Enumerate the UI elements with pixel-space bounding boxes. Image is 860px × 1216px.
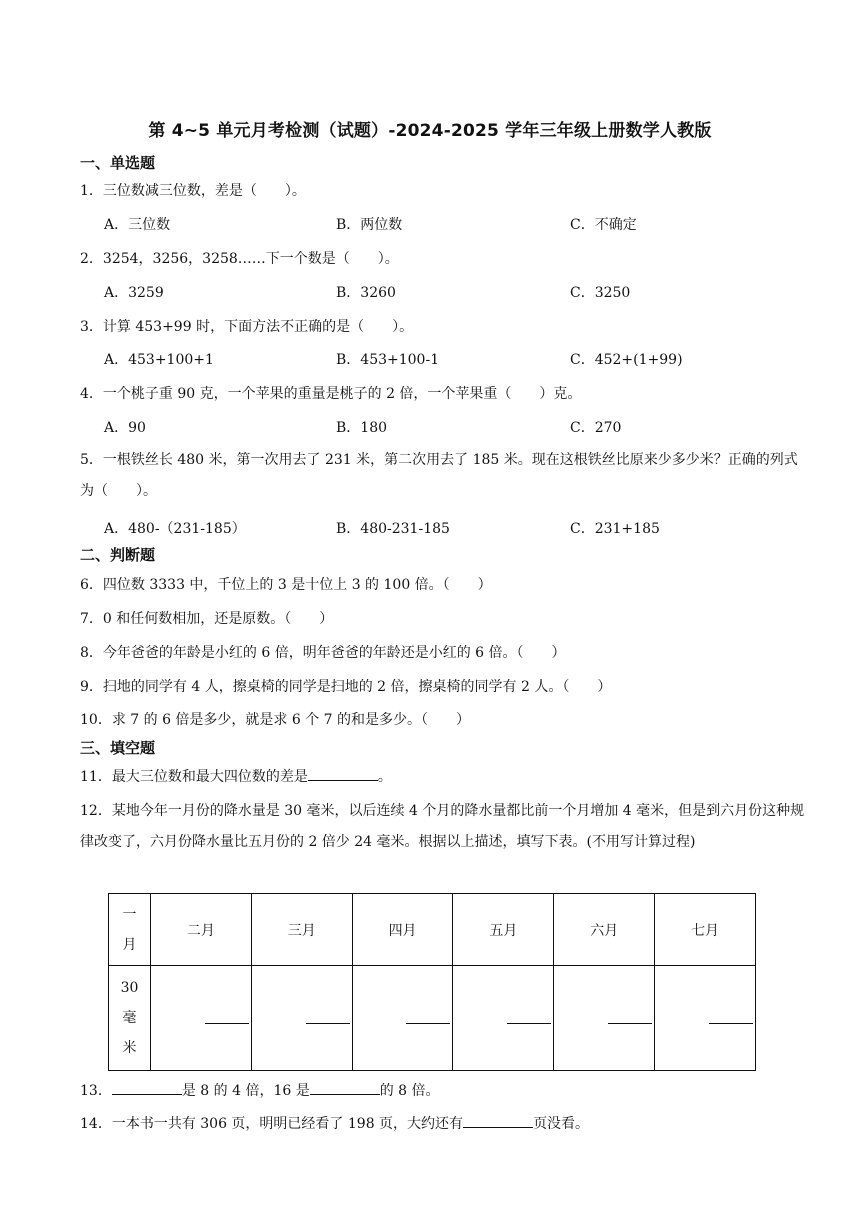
rainfall-table bbox=[108, 893, 756, 1071]
question-14-end: 页没看。 bbox=[533, 1116, 590, 1132]
value-cell-january bbox=[109, 966, 151, 1071]
answer-cell[interactable] bbox=[655, 966, 756, 1071]
option-a[interactable]: A．453+100+1 bbox=[104, 352, 214, 368]
question-14-text: 14．一本书一共有 306 页，明明已经看了 198 页，大约还有 bbox=[80, 1116, 464, 1132]
question-3: 3．计算 453+99 时，下面方法不正确的是（ ）。 bbox=[80, 319, 414, 335]
option-c[interactable]: C．270 bbox=[570, 420, 622, 436]
question-1-options bbox=[104, 214, 804, 234]
value-first-line-2: 毫 bbox=[122, 1010, 137, 1026]
section-true-false: 二、判断题 bbox=[80, 546, 156, 564]
question-4: 4．一个桃子重 90 克，一个苹果的重量是桃子的 2 倍，一个苹果重（ ）克。 bbox=[80, 386, 582, 402]
answer-blank[interactable] bbox=[709, 1023, 753, 1024]
header-cell: 六月 bbox=[554, 894, 655, 966]
question-2: 2．3254，3256，3258……下一个数是（ ）。 bbox=[80, 251, 399, 267]
question-6: 6．四位数 3333 中，千位上的 3 是十位上 3 的 100 倍。（ ） bbox=[80, 577, 492, 593]
answer-blank[interactable] bbox=[112, 1080, 182, 1095]
header-first-line-1: 一 bbox=[122, 906, 137, 923]
answer-blank[interactable] bbox=[608, 1023, 652, 1024]
question-3-options bbox=[104, 349, 804, 369]
option-a[interactable]: A．3259 bbox=[104, 285, 164, 301]
section-fill-blank: 三、填空题 bbox=[80, 739, 156, 757]
question-14 bbox=[80, 1113, 589, 1133]
page-title: 第 4~5 单元月考检测（试题）-2024-2025 学年三年级上册数学人教版 bbox=[148, 121, 712, 141]
answer-cell[interactable] bbox=[151, 966, 252, 1071]
question-13-number: 13． bbox=[80, 1083, 112, 1099]
question-9: 9．扫地的同学有 4 人，擦桌椅的同学是扫地的 2 倍，擦桌椅的同学有 2 人。（ ） bbox=[80, 679, 612, 695]
option-a[interactable]: A．480-（231-185） bbox=[104, 521, 246, 537]
header-cell: 三月 bbox=[251, 894, 352, 966]
option-c[interactable]: C．452+(1+99) bbox=[570, 352, 683, 368]
answer-cell[interactable] bbox=[251, 966, 352, 1071]
value-first-line-1: 30 bbox=[120, 980, 139, 996]
option-b[interactable]: B．453+100-1 bbox=[336, 352, 440, 368]
option-b[interactable]: B．180 bbox=[336, 420, 388, 436]
option-a[interactable]: A．三位数 bbox=[104, 217, 171, 233]
answer-cell[interactable] bbox=[453, 966, 554, 1071]
question-2-options bbox=[104, 282, 804, 302]
question-1: 1．三位数减三位数，差是（ ）。 bbox=[80, 183, 306, 199]
answer-cell[interactable] bbox=[352, 966, 453, 1071]
question-11-text: 11．最大三位数和最大四位数的差是 bbox=[80, 769, 308, 785]
question-5-options bbox=[104, 518, 804, 538]
answer-blank[interactable] bbox=[205, 1023, 249, 1024]
table-header-row bbox=[109, 894, 756, 966]
question-5: 5．一根铁丝长 480 米，第一次用去了 231 米，第二次用去了 185 米。现在这根铁丝比原来少多少米？正确的列式为（ ）。 bbox=[80, 452, 798, 499]
table-value-row bbox=[109, 966, 756, 1071]
option-c[interactable]: C．3250 bbox=[570, 285, 631, 301]
question-8: 8．今年爸爸的年龄是小红的 6 倍，明年爸爸的年龄还是小红的 6 倍。（ ） bbox=[80, 645, 566, 661]
question-13 bbox=[80, 1080, 440, 1100]
question-11 bbox=[80, 766, 392, 786]
header-first-line-2: 月 bbox=[122, 936, 137, 953]
option-c[interactable]: C．不确定 bbox=[570, 217, 637, 233]
answer-blank[interactable] bbox=[310, 1080, 380, 1095]
question-11-end: 。 bbox=[377, 769, 392, 785]
question-4-options bbox=[104, 417, 804, 437]
answer-blank[interactable] bbox=[406, 1023, 450, 1024]
option-b[interactable]: B．480-231-185 bbox=[336, 521, 450, 537]
header-cell-january bbox=[109, 894, 151, 966]
header-cell: 二月 bbox=[151, 894, 252, 966]
answer-blank[interactable] bbox=[306, 1023, 350, 1024]
question-10: 10．求 7 的 6 倍是多少，就是求 6 个 7 的和是多少。（ ） bbox=[80, 712, 471, 728]
question-13-end: 的 8 倍。 bbox=[379, 1083, 440, 1099]
section-single-choice: 一、单选题 bbox=[80, 154, 156, 172]
answer-blank[interactable] bbox=[463, 1113, 533, 1128]
answer-blank[interactable] bbox=[507, 1023, 551, 1024]
option-b[interactable]: B．两位数 bbox=[336, 217, 403, 233]
answer-cell[interactable] bbox=[554, 966, 655, 1071]
option-a[interactable]: A．90 bbox=[104, 420, 146, 436]
answer-blank[interactable] bbox=[308, 766, 378, 781]
header-cell: 七月 bbox=[655, 894, 756, 966]
question-12: 12．某地今年一月份的降水量是 30 毫米，以后连续 4 个月的降水量都比前一个月增加 4 毫米，但是到六月份这种规律改变了，六月份降水量比五月份的 2 倍少 24 毫米。根据以上描述，填写下表。(不用写计算过程) bbox=[80, 803, 805, 850]
header-cell: 四月 bbox=[352, 894, 453, 966]
header-cell: 五月 bbox=[453, 894, 554, 966]
value-first-line-3: 米 bbox=[122, 1040, 137, 1056]
option-c[interactable]: C．231+185 bbox=[570, 521, 660, 537]
question-13-text: 是 8 的 4 倍，16 是 bbox=[181, 1083, 310, 1099]
option-b[interactable]: B．3260 bbox=[336, 285, 396, 301]
question-7: 7．0 和任何数相加，还是原数。（ ） bbox=[80, 611, 334, 627]
